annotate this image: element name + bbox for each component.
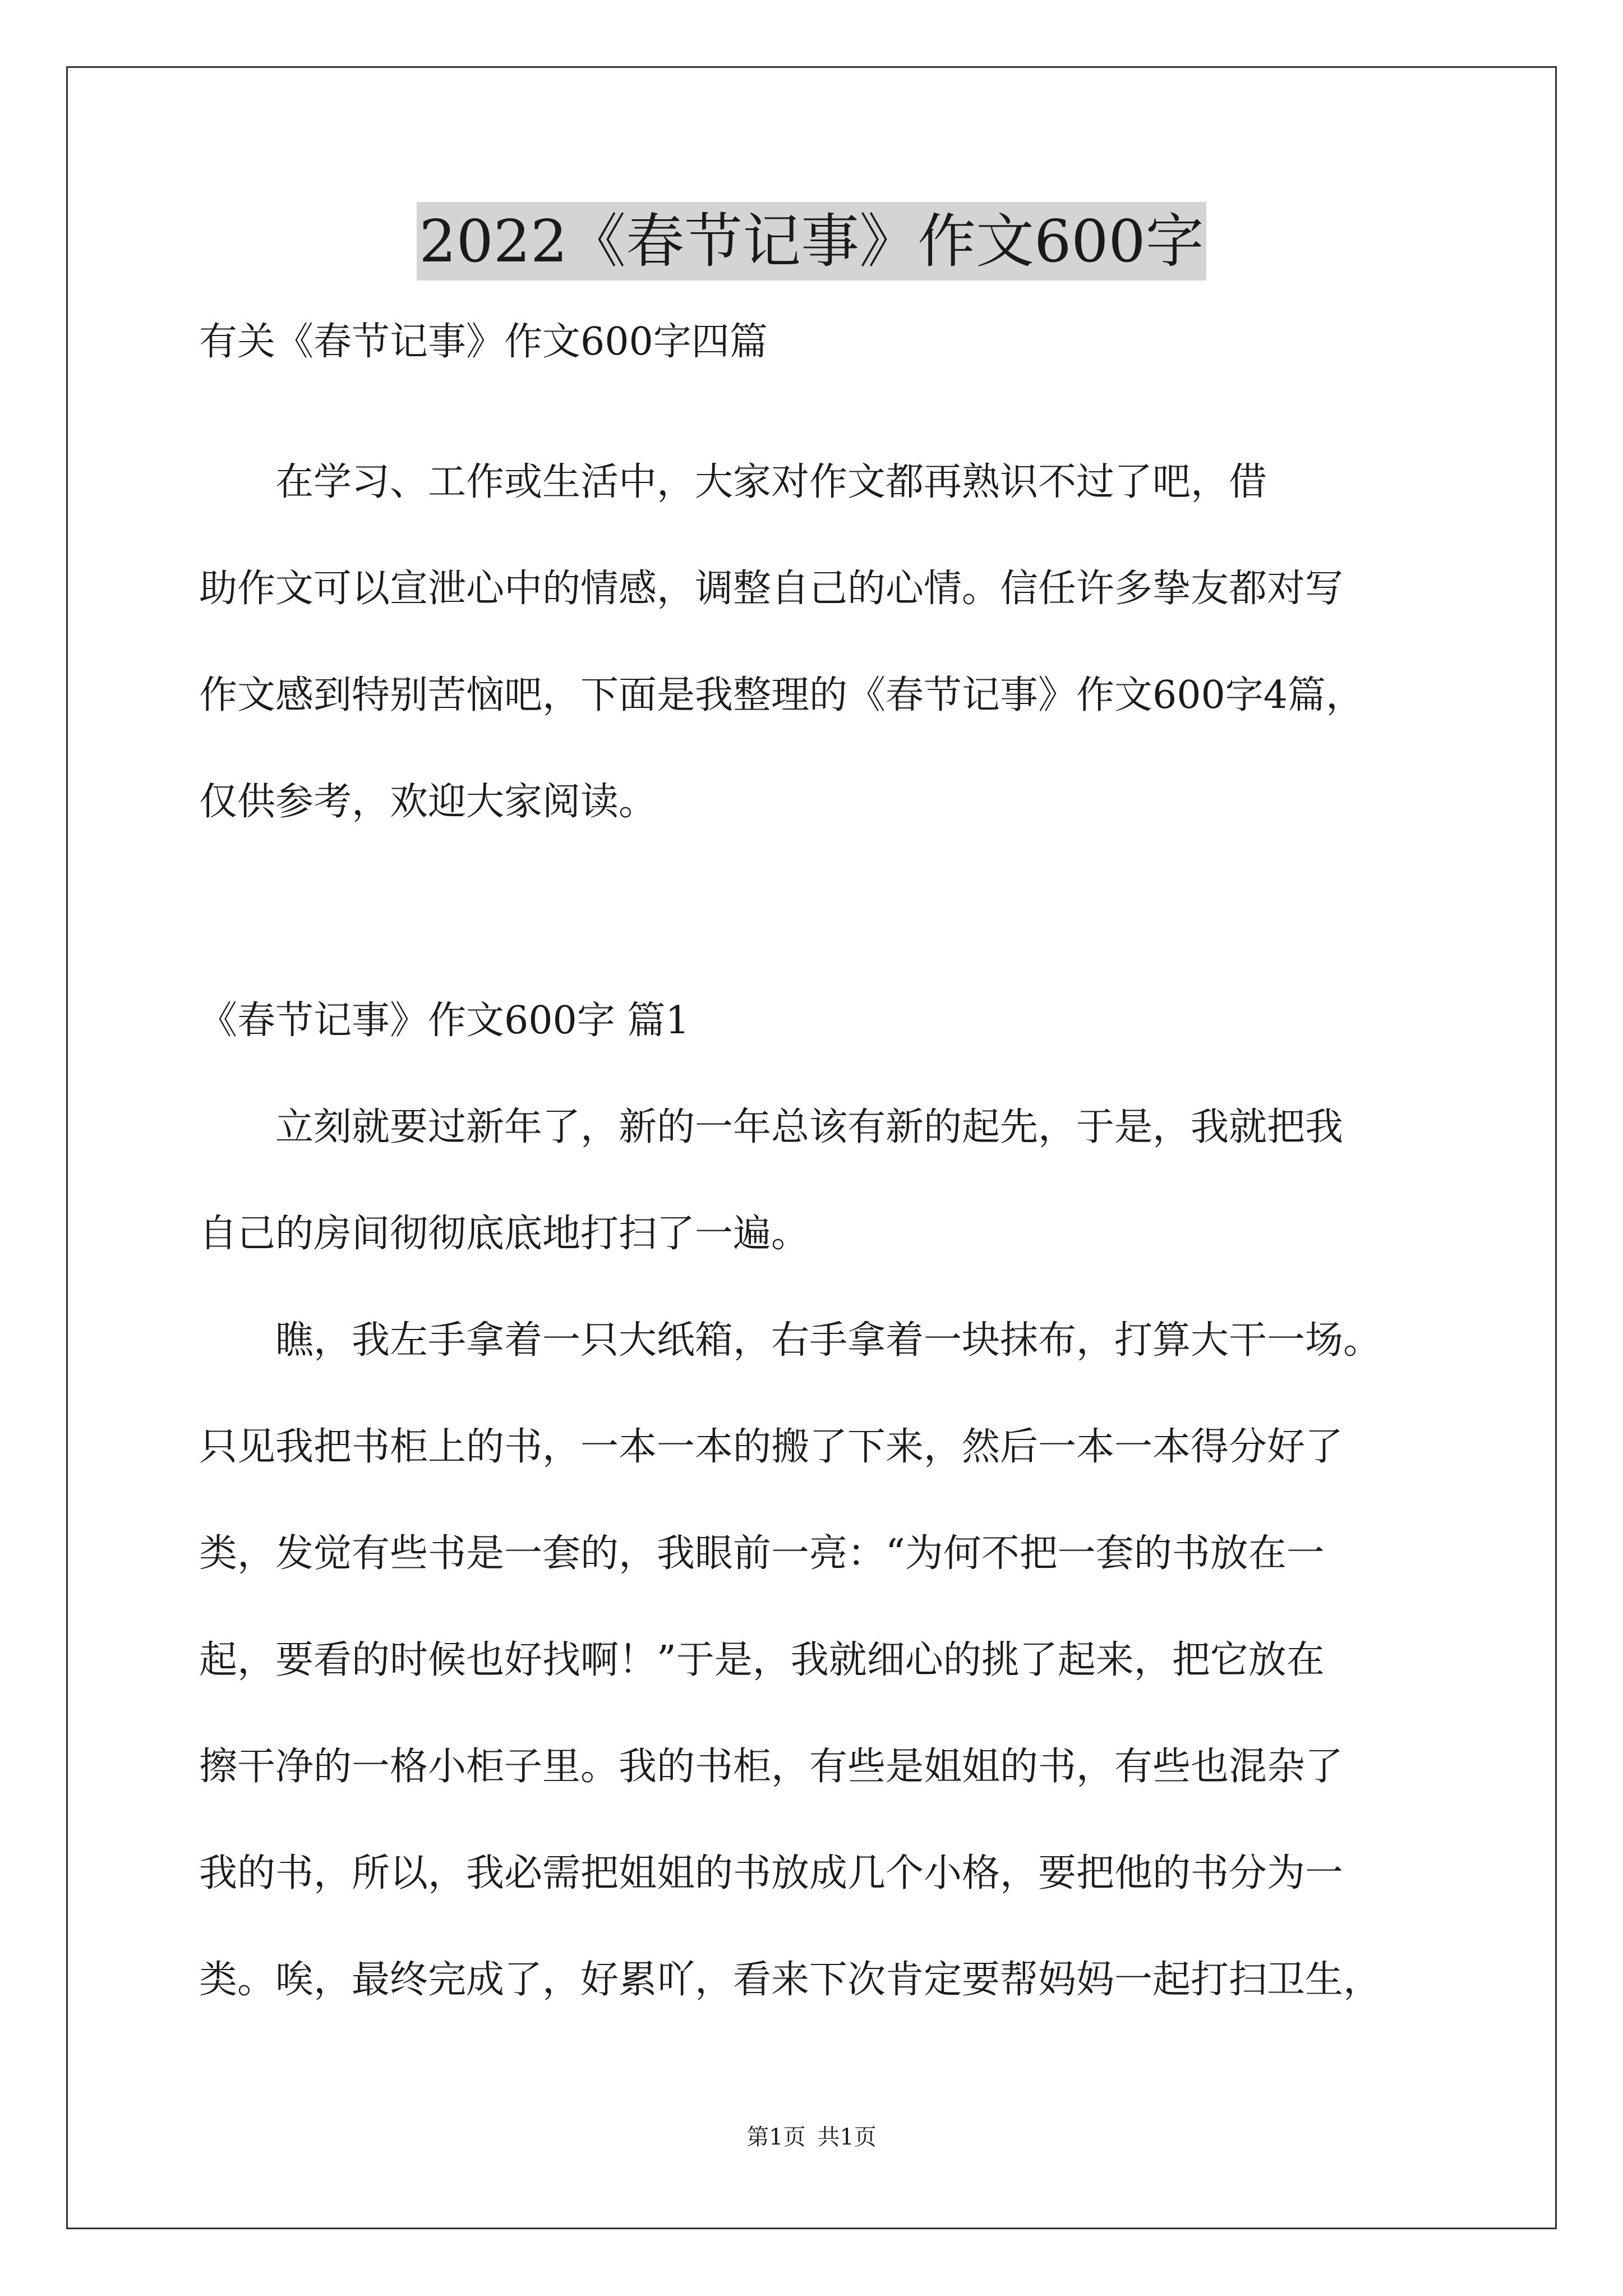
body-line: 擦干净的一格小柜子里。我的书柜，有些是姐姐的书，有些也混杂了: [199, 1745, 1344, 1789]
body-line: 只见我把书柜上的书，一本一本的搬了下来，然后一本一本得分好了: [199, 1425, 1344, 1469]
body-line: 起，要看的时候也好找啊！”于是，我就细心的挑了起来，把它放在: [199, 1638, 1325, 1682]
intro-line: 作文感到特别苦恼吧，下面是我整理的《春节记事》作文600字4篇，: [199, 673, 1364, 717]
title-container: [0, 202, 1623, 280]
body-line: 立刻就要过新年了，新的一年总该有新的起先，于是，我就把我: [199, 1105, 1344, 1149]
body-line: 类，发觉有些书是一套的，我眼前一亮：“为何不把一套的书放在一: [199, 1531, 1325, 1576]
page-number-total: 共1页: [817, 2124, 877, 2150]
intro-line: 助作文可以宣泄心中的情感，调整自己的心情。信任许多挚友都对写: [199, 567, 1344, 611]
document-title: 2022《春节记事》作文600字: [417, 202, 1206, 280]
page-footer: [0, 2123, 1623, 2151]
section-heading: 《春节记事》作文600字 篇1: [199, 999, 690, 1043]
document-subtitle: 有关《春节记事》作文600字四篇: [199, 320, 768, 364]
body-line: 我的书，所以，我必需把姐姐的书放成几个小格，要把他的书分为一: [199, 1851, 1344, 1895]
body-line: 自己的房间彻彻底底地打扫了一遍。: [199, 1212, 810, 1256]
body-line: 类。唉，最终完成了，好累吖，看来下次肯定要帮妈妈一起打扫卫生，: [199, 1958, 1382, 2002]
intro-line: 仅供参考，欢迎大家阅读。: [199, 780, 657, 824]
body-line: 瞧，我左手拿着一只大纸箱，右手拿着一块抹布，打算大干一场。: [199, 1318, 1382, 1363]
page-number-current: 第1页: [746, 2124, 806, 2150]
intro-line: 在学习、工作或生活中，大家对作文都再熟识不过了吧，借: [199, 460, 1267, 504]
